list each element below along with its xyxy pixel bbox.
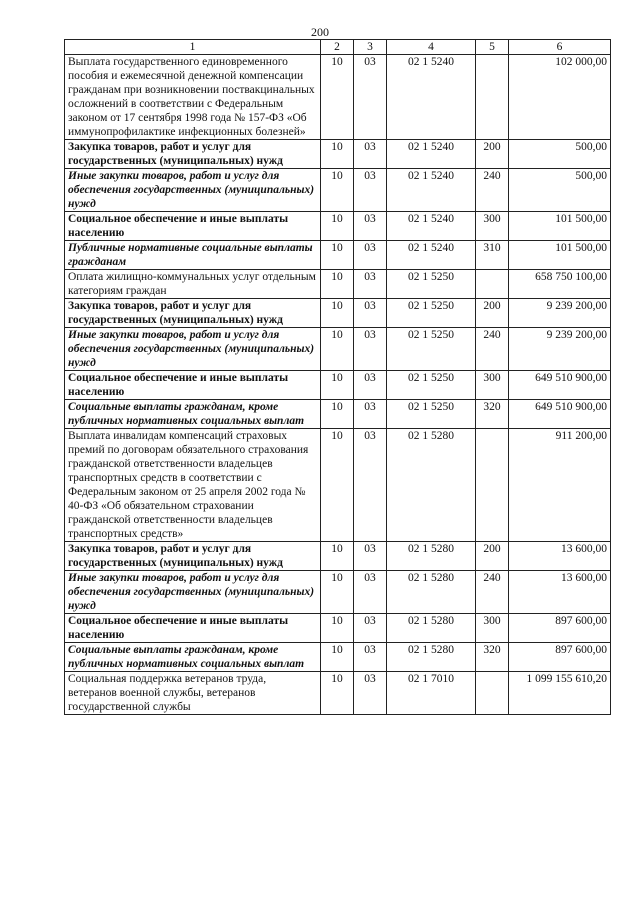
table-body <box>65 55 611 715</box>
section-code: 10 <box>321 299 354 328</box>
target-item-code: 02 1 5250 <box>387 328 476 371</box>
table-row <box>65 140 611 169</box>
expense-type-code: 300 <box>476 212 509 241</box>
subsection-code: 03 <box>354 328 387 371</box>
amount: 649 510 900,00 <box>509 371 611 400</box>
row-name: Социальное обеспечение и иные выплаты населению <box>65 371 321 400</box>
expense-type-code: 310 <box>476 241 509 270</box>
section-code: 10 <box>321 429 354 542</box>
amount: 13 600,00 <box>509 571 611 614</box>
row-name: Социальные выплаты гражданам, кроме публичных нормативных социальных выплат <box>65 400 321 429</box>
row-name: Иные закупки товаров, работ и услуг для обеспечения государственных (муниципальных) нужд <box>65 328 321 371</box>
row-name: Публичные нормативные социальные выплаты гражданам <box>65 241 321 270</box>
table-row <box>65 55 611 140</box>
table-row <box>65 614 611 643</box>
expense-type-code <box>476 55 509 140</box>
header-cell-4: 4 <box>387 40 476 55</box>
subsection-code: 03 <box>354 542 387 571</box>
target-item-code: 02 1 5240 <box>387 55 476 140</box>
expense-type-code <box>476 429 509 542</box>
header-cell-2: 2 <box>321 40 354 55</box>
target-item-code: 02 1 5240 <box>387 212 476 241</box>
amount: 500,00 <box>509 140 611 169</box>
target-item-code: 02 1 5250 <box>387 270 476 299</box>
table-row <box>65 643 611 672</box>
amount: 101 500,00 <box>509 241 611 270</box>
table-row <box>65 169 611 212</box>
row-name: Иные закупки товаров, работ и услуг для обеспечения государственных (муниципальных) нужд <box>65 571 321 614</box>
table-row <box>65 212 611 241</box>
table-row <box>65 299 611 328</box>
row-name: Оплата жилищно-коммунальных услуг отдельным категориям граждан <box>65 270 321 299</box>
subsection-code: 03 <box>354 672 387 715</box>
row-name: Закупка товаров, работ и услуг для государственных (муниципальных) нужд <box>65 542 321 571</box>
section-code: 10 <box>321 212 354 241</box>
budget-table <box>64 39 611 715</box>
row-name: Выплата инвалидам компенсаций страховых премий по договорам обязательного страхования гражданской ответственности владельцев транспортных средств в соответствии с Федеральным законом от 25 апреля 2002 года № 40-ФЗ «Об обязательном страховании гражданской ответственности владельцев транспортных средств» <box>65 429 321 542</box>
amount: 13 600,00 <box>509 542 611 571</box>
target-item-code: 02 1 7010 <box>387 672 476 715</box>
header-cell-6: 6 <box>509 40 611 55</box>
amount: 101 500,00 <box>509 212 611 241</box>
subsection-code: 03 <box>354 270 387 299</box>
subsection-code: 03 <box>354 400 387 429</box>
subsection-code: 03 <box>354 429 387 542</box>
target-item-code: 02 1 5250 <box>387 400 476 429</box>
header-row <box>65 40 611 55</box>
table-row <box>65 672 611 715</box>
target-item-code: 02 1 5240 <box>387 140 476 169</box>
expense-type-code: 320 <box>476 643 509 672</box>
table-row <box>65 542 611 571</box>
amount: 9 239 200,00 <box>509 299 611 328</box>
table-row <box>65 571 611 614</box>
subsection-code: 03 <box>354 140 387 169</box>
section-code: 10 <box>321 400 354 429</box>
target-item-code: 02 1 5280 <box>387 614 476 643</box>
row-name: Закупка товаров, работ и услуг для государственных (муниципальных) нужд <box>65 299 321 328</box>
row-name: Закупка товаров, работ и услуг для государственных (муниципальных) нужд <box>65 140 321 169</box>
section-code: 10 <box>321 672 354 715</box>
section-code: 10 <box>321 241 354 270</box>
amount: 9 239 200,00 <box>509 328 611 371</box>
row-name: Социальные выплаты гражданам, кроме публичных нормативных социальных выплат <box>65 643 321 672</box>
table-row <box>65 270 611 299</box>
expense-type-code: 240 <box>476 571 509 614</box>
section-code: 10 <box>321 328 354 371</box>
expense-type-code: 200 <box>476 140 509 169</box>
table-row <box>65 371 611 400</box>
amount: 1 099 155 610,20 <box>509 672 611 715</box>
subsection-code: 03 <box>354 169 387 212</box>
row-name: Социальное обеспечение и иные выплаты населению <box>65 212 321 241</box>
header-cell-3: 3 <box>354 40 387 55</box>
expense-type-code: 200 <box>476 299 509 328</box>
table-row <box>65 328 611 371</box>
expense-type-code: 240 <box>476 169 509 212</box>
amount: 649 510 900,00 <box>509 400 611 429</box>
row-name: Социальная поддержка ветеранов труда, ветеранов военной службы, ветеранов государственной службы <box>65 672 321 715</box>
target-item-code: 02 1 5240 <box>387 241 476 270</box>
section-code: 10 <box>321 371 354 400</box>
expense-type-code <box>476 270 509 299</box>
section-code: 10 <box>321 643 354 672</box>
subsection-code: 03 <box>354 55 387 140</box>
expense-type-code: 300 <box>476 371 509 400</box>
section-code: 10 <box>321 169 354 212</box>
row-name: Иные закупки товаров, работ и услуг для обеспечения государственных (муниципальных) нужд <box>65 169 321 212</box>
section-code: 10 <box>321 270 354 299</box>
target-item-code: 02 1 5240 <box>387 169 476 212</box>
row-name: Социальное обеспечение и иные выплаты населению <box>65 614 321 643</box>
subsection-code: 03 <box>354 643 387 672</box>
target-item-code: 02 1 5280 <box>387 429 476 542</box>
subsection-code: 03 <box>354 571 387 614</box>
amount: 658 750 100,00 <box>509 270 611 299</box>
target-item-code: 02 1 5250 <box>387 371 476 400</box>
subsection-code: 03 <box>354 212 387 241</box>
table-row <box>65 400 611 429</box>
subsection-code: 03 <box>354 299 387 328</box>
header-cell-5: 5 <box>476 40 509 55</box>
subsection-code: 03 <box>354 614 387 643</box>
expense-type-code: 300 <box>476 614 509 643</box>
table-row <box>65 429 611 542</box>
expense-type-code: 320 <box>476 400 509 429</box>
section-code: 10 <box>321 140 354 169</box>
target-item-code: 02 1 5280 <box>387 571 476 614</box>
amount: 911 200,00 <box>509 429 611 542</box>
target-item-code: 02 1 5280 <box>387 643 476 672</box>
amount: 102 000,00 <box>509 55 611 140</box>
amount: 897 600,00 <box>509 643 611 672</box>
page-number: 200 <box>311 25 329 39</box>
row-name: Выплата государственного единовременного пособия и ежемесячной денежной компенсации гражданам при возникновении поствакцинальных осложнений в соответствии с Федеральным законом от 17 сентября 1998 года № 157-ФЗ «Об иммунопрофилактике инфекционных болезней» <box>65 55 321 140</box>
table-row <box>65 241 611 270</box>
target-item-code: 02 1 5280 <box>387 542 476 571</box>
subsection-code: 03 <box>354 371 387 400</box>
expense-type-code: 200 <box>476 542 509 571</box>
section-code: 10 <box>321 571 354 614</box>
amount: 500,00 <box>509 169 611 212</box>
amount: 897 600,00 <box>509 614 611 643</box>
section-code: 10 <box>321 55 354 140</box>
target-item-code: 02 1 5250 <box>387 299 476 328</box>
header-cell-1: 1 <box>65 40 321 55</box>
subsection-code: 03 <box>354 241 387 270</box>
section-code: 10 <box>321 614 354 643</box>
section-code: 10 <box>321 542 354 571</box>
expense-type-code: 240 <box>476 328 509 371</box>
expense-type-code <box>476 672 509 715</box>
